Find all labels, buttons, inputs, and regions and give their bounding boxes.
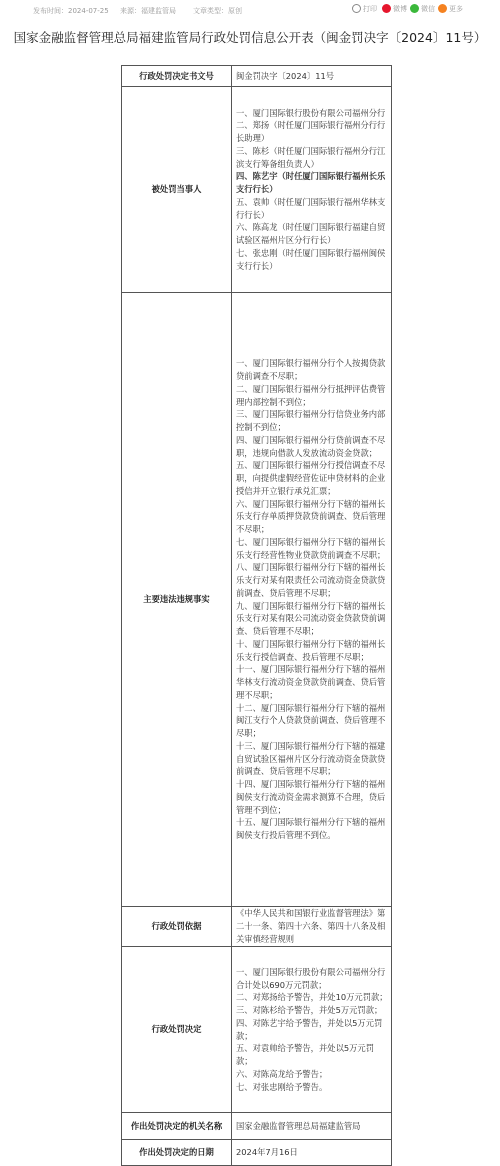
parties-row [122,87,392,293]
parties-label: 被处罚当事人 [122,87,232,293]
weibo-share-button[interactable] [382,4,407,14]
more-share-button[interactable] [438,4,463,14]
decision-no-label: 行政处罚决定书文号 [122,66,232,87]
print-label: 打印 [363,5,377,13]
penalty-list [232,947,392,1113]
plus-icon [438,4,447,13]
decision-no-value: 闽金罚决字〔2024〕11号 [232,66,392,87]
print-icon [352,4,361,13]
decision-no-row [122,66,392,87]
weibo-label: 微博 [393,5,407,13]
facts-list [232,293,392,907]
penalty-row [122,947,392,1113]
wechat-icon [410,4,419,13]
date-label: 作出处罚决定的日期 [122,1140,232,1166]
penalty-item: 二、对郑扬给予警告，并处10万元罚款； [236,992,388,1003]
fact-item: 六、厦门国际银行福州分行下辖的福州长乐支行存单质押贷款贷前调查、贷后管理不尽职； [236,498,386,534]
authority-label: 作出处罚决定的机关名称 [122,1113,232,1140]
party-item: 二、郑扬（时任厦门国际银行福州分行行长助理） [236,120,386,144]
party-item: 三、陈杉（时任厦门国际银行福州分行江滨支行筹备组负责人） [236,145,386,169]
fact-item: 十、厦门国际银行福州分行下辖的福州长乐支行授信调查、投后管理不尽职； [236,638,386,662]
fact-item: 一、厦门国际银行福州分行个人按揭贷款贷前调查不尽职； [236,358,386,381]
basis-value: 《中华人民共和国银行业监督管理法》第二十一条、第四十六条、第四十八条及相关审慎经营规则 [232,907,392,947]
penalty-item: 一、厦门国际银行股份有限公司福州分行合计处以690万元罚款； [236,966,386,990]
fact-item: 十三、厦门国际银行福州分行下辖的福建自贸试验区福州片区分行流动资金贷款贷前调查、贷后管理不尽职； [236,740,386,777]
fact-item: 二、厦门国际银行福州分行抵押评估费管理内部控制不到位； [236,383,386,407]
facts-label: 主要违法违规事实 [122,293,232,907]
basis-label: 行政处罚依据 [122,907,232,947]
fact-item: 八、厦门国际银行福州分行下辖的福州长乐支行对某有限责任公司流动资金贷款贷前调查、贷后管理不尽职； [236,562,386,598]
more-label: 更多 [449,5,463,13]
party-item: 七、张忠刚（时任厦门国际银行福州闽侯支行行长） [236,247,386,271]
date-row [122,1140,392,1166]
penalty-item: 六、对陈高龙给予警告； [236,1068,328,1079]
page-title: 国家金融监督管理总局福建监管局行政处罚信息公开表（闽金罚决字〔2024〕11号） [13,30,487,45]
facts-row [122,293,392,907]
publish-date: 发布时间：2024-07-25 [33,7,109,15]
fact-item: 十一、厦门国际银行福州分行下辖的福州华林支行流动资金贷款贷前调查、贷后管理不尽职； [236,664,386,700]
party-item: 四、陈艺宇（时任厦门国际银行福州长乐支行行长） [236,171,386,195]
authority-value: 国家金融监督管理总局福建监管局 [232,1113,392,1140]
article-type: 文章类型：原创 [193,7,242,15]
weibo-icon [382,4,391,13]
fact-item: 十二、厦门国际银行福州分行下辖的福州闽江支行个人贷款贷前调查、贷后管理不尽职； [236,702,386,738]
fact-item: 三、厦门国际银行福州分行信贷业务内部控制不到位； [236,409,386,432]
fact-item: 十五、厦门国际银行福州分行下辖的福州闽侯支行投后管理不到位。 [236,817,386,840]
penalty-item: 四、对陈艺宇给予警告，并处以5万元罚款； [236,1017,383,1041]
penalty-item: 七、对张忠刚给予警告。 [236,1081,328,1092]
wechat-label: 微信 [421,5,435,13]
article-source: 来源：福建监管局 [120,7,176,15]
party-item: 五、袁帅（时任厦门国际银行福州华林支行行长） [236,196,386,220]
fact-item: 四、厦门国际银行福州分行贷前调查不尽职，违规向借款人发放流动资金贷款； [236,434,386,458]
party-item: 一、厦门国际银行股份有限公司福州分行 [236,107,386,118]
parties-list [232,87,392,293]
fact-item: 五、厦门国际银行福州分行授信调查不尽职，向提供虚假经营佐证申贷材料的企业授信并开立银行承兑汇票； [236,460,386,496]
fact-item: 七、厦门国际银行福州分行下辖的福州长乐支行经营性物业贷款贷前调查不尽职； [236,536,386,560]
print-button[interactable] [352,4,377,14]
fact-item: 十四、厦门国际银行福州分行下辖的福州闽侯支行流动资金需求测算不合理，贷后管理不到位； [236,779,386,815]
authority-row [122,1113,392,1140]
penalty-item: 三、对陈杉给予警告，并处5万元罚款； [236,1005,383,1015]
basis-row [122,907,392,947]
date-value: 2024年7月16日 [232,1140,392,1166]
party-item: 六、陈高龙（时任厦门国际银行福建自贸试验区福州片区分行行长） [236,222,386,246]
penalty-info-table [121,65,392,1166]
penalty-item: 五、对袁帅给予警告，并处以5万元罚款； [236,1043,375,1066]
wechat-share-button[interactable] [410,4,435,14]
penalty-label: 行政处罚决定 [122,947,232,1113]
fact-item: 九、厦门国际银行福州分行下辖的福州长乐支行对某有限公司流动资金贷款贷前调查、贷后管理不尽职； [236,600,386,636]
